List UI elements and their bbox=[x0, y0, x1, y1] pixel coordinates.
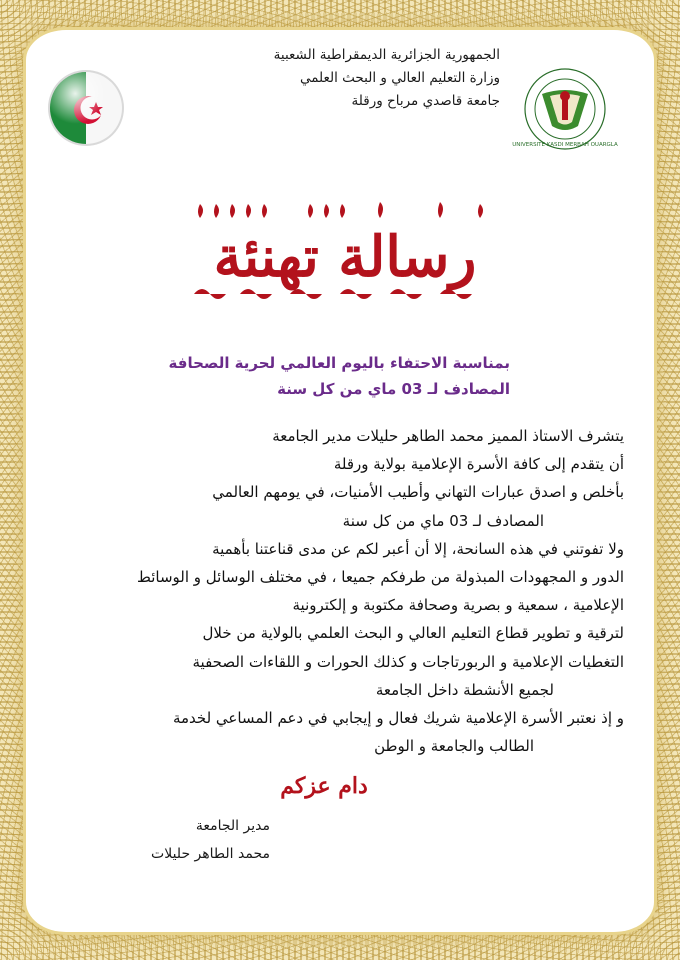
page-title: رسالة تهنئة bbox=[213, 224, 477, 290]
algerian-flag-badge-icon bbox=[46, 68, 126, 148]
body-line: أن يتقدم إلى كافة الأسرة الإعلامية بولاية ورقلة bbox=[333, 455, 624, 474]
body-line: و إذ نعتبر الأسرة الإعلامية شريك فعال و إيجابي في دعم المساعي لخدمة bbox=[172, 709, 624, 728]
body-line: يتشرف الاستاذ المميز محمد الطاهر حليلات مدير الجامعة bbox=[272, 427, 624, 445]
body-line: المصادف لـ 03 ماي من كل سنة bbox=[342, 511, 544, 530]
signature-name: محمد الطاهر حليلات bbox=[151, 846, 270, 862]
header-ministry: وزارة التعليم العالي و البحث العلمي bbox=[299, 70, 500, 86]
body-line: الإعلامية ، سمعية و بصرية وصحافة مكتوبة و إلكترونية bbox=[292, 596, 624, 615]
body-line: بأخلص و اصدق عبارات التهاني وأطيب الأمنيات، في يومهم العالمي bbox=[212, 483, 624, 502]
body-line: الطالب والجامعة و الوطن bbox=[374, 737, 534, 756]
occasion-line-2: المصادف لـ 03 ماي من كل سنة bbox=[277, 380, 510, 398]
univ-logo-latin-text: UNIVERSITE KASDI MERBAH OUARGLA bbox=[512, 142, 618, 148]
signoff-calligraphy: دام عزكم bbox=[280, 773, 368, 799]
header-block bbox=[170, 44, 500, 113]
occasion-block bbox=[90, 350, 510, 402]
body-line: لجميع الأنشطة داخل الجامعة bbox=[375, 680, 554, 699]
university-kasdi-merbah-ouargla-logo-icon bbox=[512, 64, 618, 154]
body-line: لترقية و تطوير قطاع التعليم العالي و البحث العلمي بالولاية من خلال bbox=[202, 624, 624, 643]
message-body bbox=[56, 422, 624, 760]
signature-block bbox=[70, 812, 270, 868]
header-republic: الجمهورية الجزائرية الديمقراطية الشعبية bbox=[273, 47, 500, 63]
body-line: ولا تفوتني في هذه السانحة، إلا أن أعبر لكم عن مدى قناعتنا بأهمية bbox=[212, 539, 624, 558]
signature-role: مدير الجامعة bbox=[195, 818, 270, 834]
header-university: جامعة قاصدي مرباح ورقلة bbox=[351, 93, 500, 109]
body-line: الدور و المجهودات المبذولة من طرفكم جميعا ، في مختلف الوسائل و الوسائط bbox=[136, 568, 624, 587]
occasion-line-1: بمناسبة الاحتفاء باليوم العالمي لحرية الصحافة bbox=[168, 354, 510, 372]
body-line: التغطيات الإعلامية و الربورتاجات و كذلك الحورات و اللقاءات الصحفية bbox=[192, 652, 624, 671]
